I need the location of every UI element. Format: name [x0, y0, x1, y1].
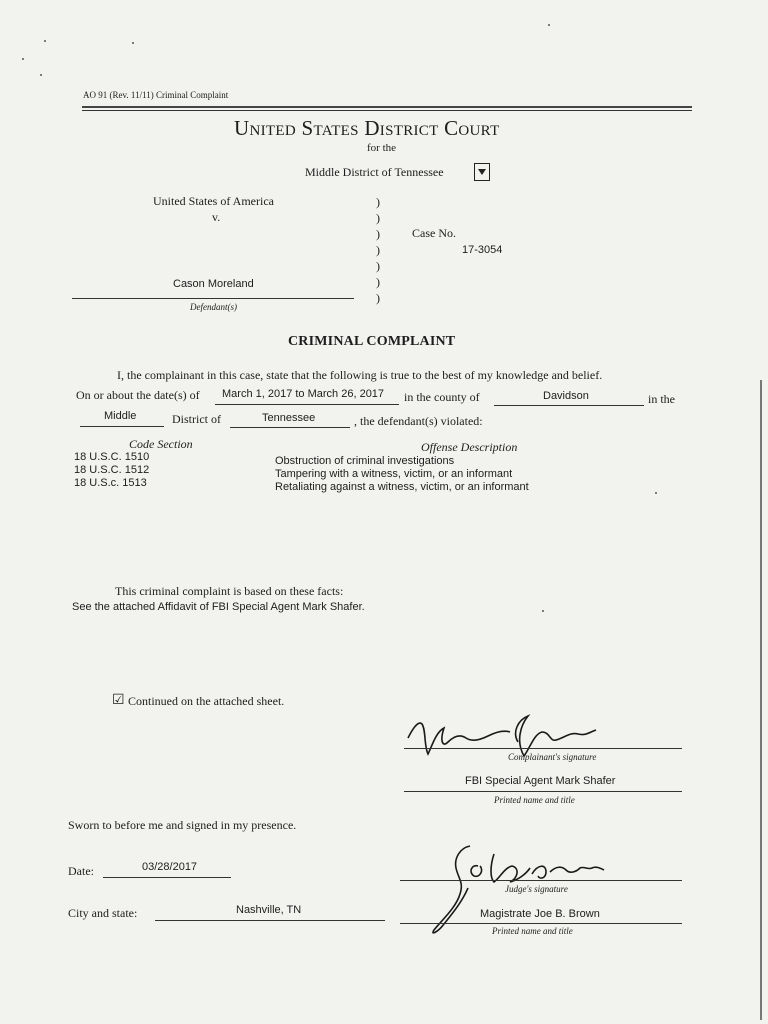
scan-speck: [44, 40, 46, 42]
city-state-label: City and state:: [68, 906, 138, 920]
county-prefix: in the county of: [404, 390, 480, 404]
complainant-signature-line: [404, 748, 682, 749]
district-value: Middle: [104, 410, 137, 422]
case-no-label: Case No.: [412, 226, 456, 240]
date-range: March 1, 2017 to March 26, 2017: [222, 388, 385, 400]
code-section-list: [74, 451, 149, 490]
date-line: [103, 877, 231, 878]
defendant-line: [72, 298, 354, 299]
code-section: 18 U.S.C. 1510: [74, 451, 150, 463]
date-label: Date:: [68, 864, 94, 878]
state-line: [230, 427, 350, 428]
continued-checkbox[interactable]: ☑: [112, 693, 125, 708]
versus-label: v.: [212, 210, 221, 224]
judge-signature-line: [400, 880, 682, 881]
complainant-printed-label: Printed name and title: [494, 795, 575, 805]
violated-label: , the defendant(s) violated:: [354, 414, 483, 428]
court-title: United States District Court: [234, 116, 500, 140]
county-line: [494, 405, 644, 406]
complainant-signature-label: Complainant's signature: [508, 752, 597, 762]
county-value: Davidson: [543, 390, 589, 402]
defendant-label: Defendant(s): [190, 302, 237, 312]
offense-description: Retaliating against a witness, victim, or an informant: [275, 481, 529, 493]
offense-description-header: Offense Description: [421, 440, 518, 454]
judge-signature-label: Judge's signature: [505, 884, 568, 894]
facts-text: See the attached Affidavit of FBI Special Agent Mark Shafer.: [72, 601, 365, 613]
judge-printed-label: Printed name and title: [492, 926, 573, 936]
scan-speck: [132, 42, 134, 44]
continued-label: Continued on the attached sheet.: [128, 694, 285, 708]
offense-description: Obstruction of criminal investigations: [275, 455, 455, 467]
scan-speck: [548, 24, 550, 26]
offense-description-list: [275, 455, 529, 494]
city-state-line: [155, 920, 385, 921]
code-section: 18 U.S.c. 1513: [74, 477, 147, 489]
district-of-label: District of: [172, 412, 221, 426]
judge-printed-line: [400, 923, 682, 924]
plaintiff-name: United States of America: [153, 194, 274, 208]
code-section: 18 U.S.C. 1512: [74, 464, 150, 476]
state-value: Tennessee: [262, 412, 316, 424]
complaint-heading: CRIMINAL COMPLAINT: [288, 334, 456, 349]
dropdown-arrow-icon: [475, 164, 489, 180]
case-no-value: 17-3054: [462, 244, 503, 256]
date-value: 03/28/2017: [142, 861, 198, 873]
complainant-printed-name: FBI Special Agent Mark Shafer: [465, 775, 616, 787]
page-edge-shadow: [760, 380, 762, 1020]
scan-speck: [542, 610, 544, 612]
offense-description: Tampering with a witness, victim, or an informant: [275, 468, 513, 480]
date-range-line: [215, 404, 399, 405]
form-id: AO 91 (Rev. 11/11) Criminal Complaint: [83, 90, 229, 100]
header-rule-thin: [82, 110, 692, 111]
scan-speck: [655, 492, 657, 494]
district-value-line: [80, 426, 164, 427]
defendant-name: Cason Moreland: [173, 278, 254, 290]
district-name: Middle District of Tennessee: [305, 165, 444, 179]
scan-speck: [22, 58, 24, 60]
city-state-value: Nashville, TN: [236, 904, 302, 916]
scan-speck: [40, 74, 42, 76]
judge-printed-name: Magistrate Joe B. Brown: [480, 908, 600, 920]
complainant-printed-line: [404, 791, 682, 792]
in-the-label: in the: [648, 392, 675, 406]
code-section-header: Code Section: [129, 437, 193, 451]
header-rule: [82, 106, 692, 108]
date-prefix: On or about the date(s) of: [76, 388, 200, 402]
district-dropdown[interactable]: [474, 163, 490, 181]
for-the-label: for the: [367, 142, 397, 154]
caption-parens: ) ) ) ) ) ) ): [376, 195, 380, 305]
complaint-intro: I, the complainant in this case, state that the following is true to the best of my knowledge and belief.: [117, 368, 603, 382]
facts-label: This criminal complaint is based on these facts:: [115, 584, 344, 598]
sworn-statement: Sworn to before me and signed in my presence.: [68, 818, 297, 832]
